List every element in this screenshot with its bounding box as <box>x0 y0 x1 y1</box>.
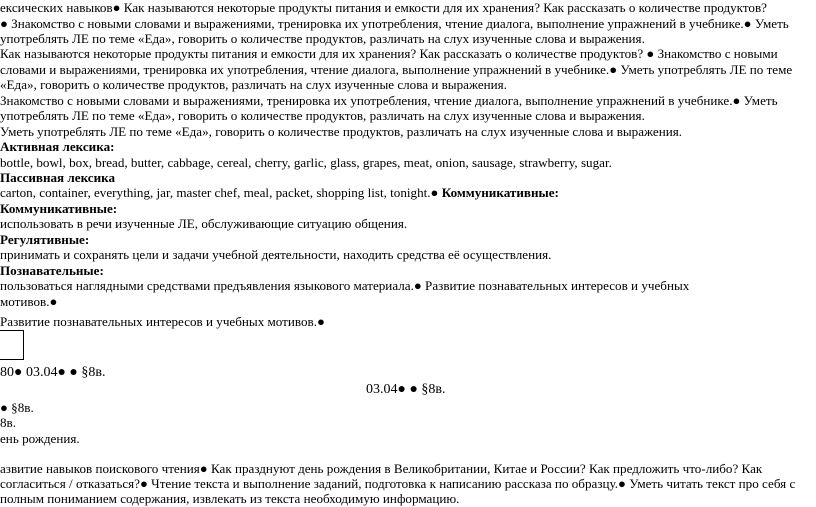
text-line: употреблять ЛЕ по теме «Еда», говорить о количестве продуктов, различать на слух изученные слова и выражения. <box>0 31 645 46</box>
heading-communicative-inline: Коммуникативные: <box>441 185 559 200</box>
cognitive-text: мотивов.● <box>0 294 58 309</box>
heading-active-vocabulary: Активная лексика: <box>0 139 115 154</box>
active-vocabulary-list: bottle, bowl, box, bread, butter, cabbage, cereal, cherry, garlic, glass, grapes, meat, onion, sausage, strawberry, sugar. <box>0 155 612 170</box>
communicative-text: использовать в речи изученные ЛЕ, обслуживающие ситуацию общения. <box>0 216 408 231</box>
lesson-topic: ень рождения. <box>0 431 80 446</box>
paragraph-reference: 8в. <box>0 415 17 430</box>
heading-regulative: Регулятивные: <box>0 232 90 247</box>
reading-text: согласиться / отказаться?● Чтение текста и выполнение заданий, подготовка к написанию рассказа по образцу.● Уметь читать текст про себя с <box>0 476 796 491</box>
text-line: ● Знакомство с новыми словами и выражениями, тренировка их употребления, чтение диалога, выполнение упражнений в учебнике.● Уметь <box>0 16 789 31</box>
table-cell-box <box>0 330 24 360</box>
text-line: Как называются некоторые продукты питания и емкости для их хранения? Как рассказать о количестве продуктов? ● Знакомство с новыми <box>0 46 778 61</box>
lesson-date-center: 03.04● ● §8в. <box>366 382 446 397</box>
passive-vocabulary-row <box>0 185 559 201</box>
lesson-date-row: 80● 03.04● ● §8в. <box>0 365 106 380</box>
text-line: «Еда», говорить о количестве продуктов, различать на слух изученные слова и выражения. <box>0 77 507 92</box>
paragraph-reference: ● §8в. <box>0 400 34 415</box>
passive-vocabulary-list: carton, container, everything, jar, master chef, meal, packet, shopping list, tonight.● <box>0 185 442 200</box>
reading-text: полным пониманием содержания, извлекать из текста необходимую информацию. <box>0 491 460 506</box>
heading-passive-vocabulary: Пассивная лексика <box>0 170 116 185</box>
heading-communicative: Коммуникативные: <box>0 201 118 216</box>
text-line: Знакомство с новыми словами и выражениями, тренировка их употребления, чтение диалога, выполнение упражнений в учебнике.● Уметь <box>0 93 778 108</box>
text-line: употреблять ЛЕ по теме «Еда», говорить о количестве продуктов, различать на слух изученные слова и выражения. <box>0 108 645 123</box>
text-line: словами и выражениями, тренировка их употребления, чтение диалога, выполнение упражнений в учебнике.● Уметь употреблять ЛЕ по теме <box>0 62 793 77</box>
reading-text: азвитие навыков поискового чтения● Как празднуют день рождения в Великобритании, Китае и России? Как предложить что-либо? Как <box>0 461 763 476</box>
heading-cognitive: Познавательные: <box>0 263 104 278</box>
cognitive-text: пользоваться наглядными средствами предъявления языкового материала.● Развитие познавательных интересов и учебных <box>0 278 690 293</box>
motives-text: Развитие познавательных интересов и учебных мотивов.● <box>0 314 325 329</box>
text-line: ексических навыков● Как называются некоторые продукты питания и емкости для их хранения? Как рассказать о количестве продуктов? <box>0 0 767 15</box>
text-line: Уметь употреблять ЛЕ по теме «Еда», говорить о количестве продуктов, различать на слух изученные слова и выражения. <box>0 124 683 139</box>
regulative-text: принимать и сохранять цели и задачи учебной деятельности, находить средства её осуществления. <box>0 247 552 262</box>
